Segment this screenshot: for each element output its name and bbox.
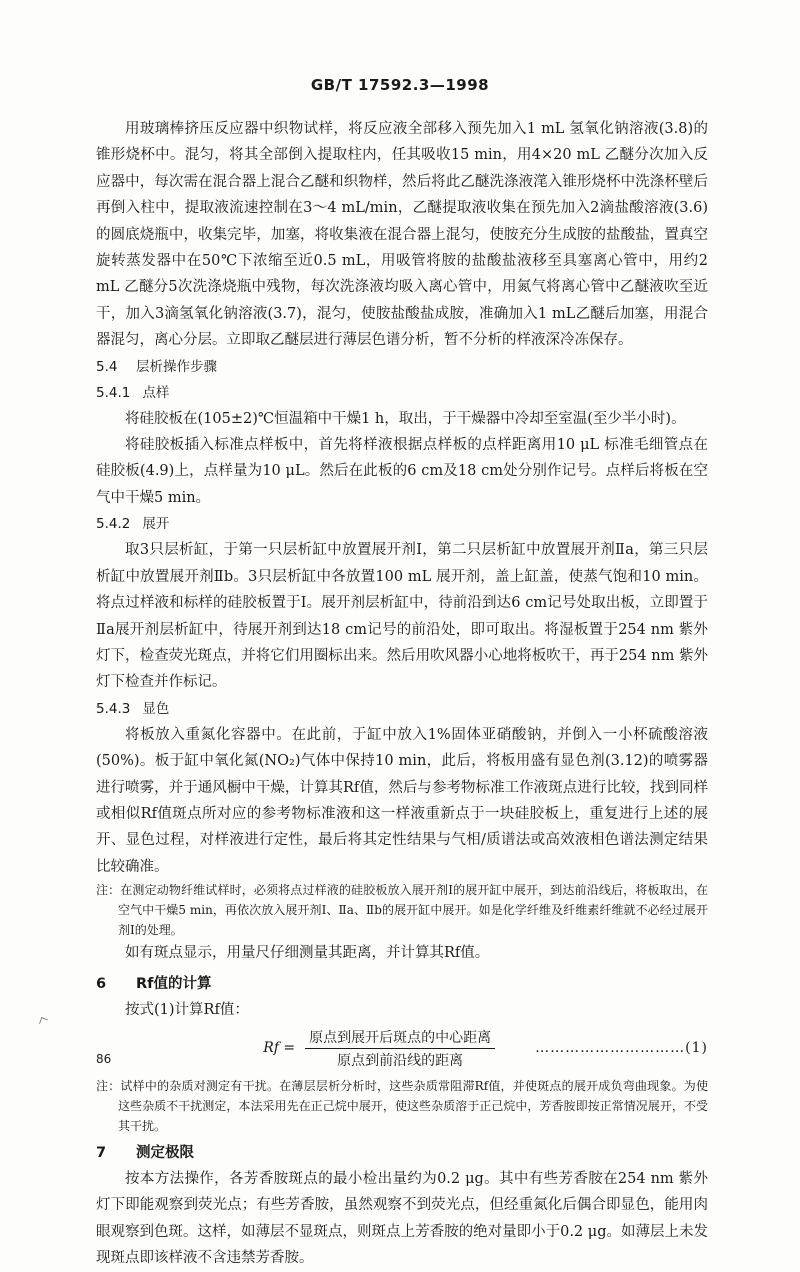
section-title: 显色 xyxy=(142,700,170,717)
section-number: 7 xyxy=(96,1144,107,1161)
section-number: 5.4.1 xyxy=(96,384,131,401)
note-animal-fiber: 注：在测定动物纤维试样时，必须将点过样液的硅胶板放入展开剂Ⅰ的展开缸中展开，到达前沿线后，将板取出，在空气中干燥5 min，再依次放入展开剂Ⅰ、Ⅱa、Ⅱb的展开缸中展开。如是化学纤维及纤维素纤维就不必经过展开剂Ⅰ的处理。 xyxy=(96,883,708,938)
paragraph-measure-distance: 如有斑点显示，用量尺仔细测量其距离，并计算其Rf值。 xyxy=(125,945,490,962)
intro-paragraph: 用玻璃棒挤压反应器中织物试样，将反应液全部移入预先加入1 mL 氢氧化钠溶液(3.8)的锥形烧杯中。混匀，将其全部倒入提取柱内，任其吸收15 min，用4×20 mL 乙醚分次加入反应器中，每次需在混合器上混合乙醚和织物样，然后将此乙醚洗涤液滗入锥形烧杯中洗涤杯壁后再倒入柱中，提取液流速控制在3～4 mL/min，乙醚提取液收集在预先加入2滴盐酸溶液(3.6)的圆底烧瓶中，收集完毕，加塞，将收集液在混合器上混匀，使胺充分生成胺的盐酸盐，置真空旋转蒸发器中在50℃下浓缩至近0.5 mL，用吸管将胺的盐酸盐液移至具塞离心管中，用约2 mL 乙醚分5次洗涤烧瓶中残物，每次洗涤液均吸入离心管中，用氮气将离心管中乙醚液吹至近干，加入3滴氢氧化钠溶液(3.7)，混匀，使胺盐酸盐成胺，准确加入1 mL乙醚后加塞，用混合器混匀，离心分层。立即取乙醚层进行薄层色谱分析，暂不分析的样液深冷冻保存。 xyxy=(96,121,708,349)
section-number: 5.4.2 xyxy=(96,516,131,533)
paragraph-5-4-1-b: 将硅胶板插入标准点样板中，首先将样液根据点样板的点样距离用10 μL 标准毛细管点在硅胶板(4.9)上，点样量为10 μL。然后在此板的6 cm及18 cm处分别作记号。点样后将板在空气中干燥5 min。 xyxy=(96,437,708,506)
formula-numerator: 原点到展开后斑点的中心距离 xyxy=(305,1027,495,1049)
section-5-4-1-heading xyxy=(96,380,708,406)
paragraph-5-4-1-a: 将硅胶板在(105±2)℃恒温箱中干燥1 h，取出，于干燥器中冷却至室温(至少半小时)。 xyxy=(125,410,686,427)
section-7-heading xyxy=(96,1140,708,1166)
formula-lhs: Rf = xyxy=(263,1040,296,1057)
section-5-4-2-heading xyxy=(96,511,708,537)
section-title: 展开 xyxy=(142,516,170,533)
section-title: 层析操作步骤 xyxy=(136,358,217,375)
paragraph-7: 按本方法操作，各芳香胺斑点的最小检出量约为0.2 μg。其中有些芳香胺在254 nm 紫外灯下即能观察到荧光点；有些芳香胺，虽然观察不到荧光点，但经重氮化后偶合即显色，能用肉眼观察到色斑。这样，如薄层不显斑点，则斑点上芳香胺的绝对量即小于0.2 μg。如薄层上未发现斑点即该样液不含违禁芳香胺。 xyxy=(96,1170,708,1267)
scan-mark xyxy=(39,1017,48,1026)
section-number: 6 xyxy=(96,975,107,992)
paragraph-5-4-2: 取3只层析缸，于第一只层析缸中放置展开剂Ⅰ，第二只层析缸中放置展开剂Ⅱa，第三只层析缸中放置展开剂Ⅱb。3只层析缸中各放置100 mL 展开剂，盖上缸盖，使蒸气饱和10 min。将点过样液和标样的硅胶板置于Ⅰ。展开剂层析缸中，待前沿到达6 cm记号处取出板，立即置于Ⅱa展开剂层析缸中，待展开剂到达18 cm记号的前沿处，即可取出。将湿板置于254 nm 紫外灯下，检查荧光斑点，并将它们用圈标出来。然后用吹风器小心地将板吹干，再于254 nm 紫外灯下检查并作标记。 xyxy=(96,542,708,691)
section-title: 测定极限 xyxy=(136,1144,194,1161)
section-5-4-3-heading xyxy=(96,696,708,722)
section-title: 点样 xyxy=(142,384,170,401)
formula-fraction xyxy=(305,1027,495,1070)
section-6-heading xyxy=(96,971,708,997)
standard-header: GB/T 17592.3—1998 xyxy=(310,76,490,94)
section-title: Rf值的计算 xyxy=(136,975,212,992)
section-number: 5.4.3 xyxy=(96,700,131,717)
note-impurities: 注：试样中的杂质对测定有干扰。在薄层层析分析时，这些杂质常阻滞Rf值，并使斑点的展开成负弯曲现象。为使这些杂质不干扰测定，本法采用先在正己烷中展开，使这些杂质溶于正己烷中，芳香胺即按正常情况展开，不受其干扰。 xyxy=(96,1078,708,1133)
paragraph-5-4-3: 将板放入重氮化容器中。在此前，于缸中放入1%固体亚硝酸钠，并倒入一小杯硫酸溶液(50%)。板于缸中氧化氮(NO₂)气体中保持10 min，此后，将板用盛有显色剂(3.12)的喷雾器进行喷雾，并于通风橱中干燥，计算其Rf值，然后与参考物标准工作液斑点进行比较，找到同样或相似Rf值斑点所对应的参考物标准液和这一样液重新点于一块硅胶板上，重复进行上述的展开、显色过程，对样液进行定性，最后将其定性结果与气相/质谱法或高效液相色谱法测定结果比较确准。 xyxy=(96,726,708,875)
paragraph-6: 按式(1)计算Rf值： xyxy=(125,1001,249,1018)
formula-number: …………………………(1) xyxy=(535,1040,708,1057)
section-number: 5.4 xyxy=(96,358,118,375)
rf-formula xyxy=(96,1027,708,1070)
section-5-4-heading xyxy=(96,354,708,380)
formula-denominator: 原点到前沿线的距离 xyxy=(337,1052,464,1069)
document-body xyxy=(96,116,708,1272)
page-number: 86 xyxy=(96,1052,112,1066)
